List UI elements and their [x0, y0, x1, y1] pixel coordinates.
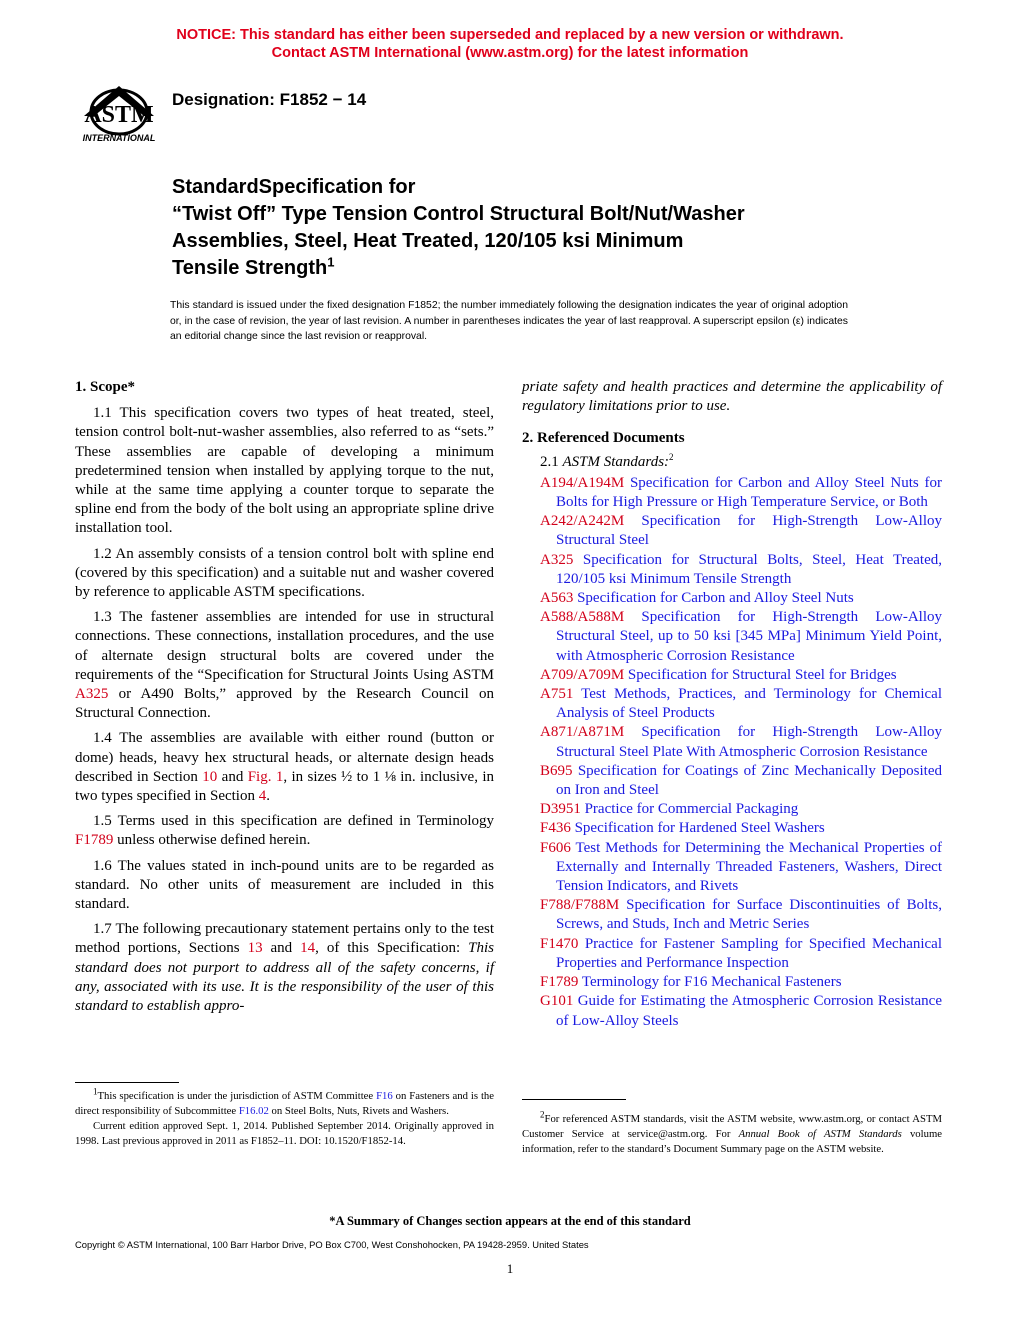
reference-code-link[interactable]: A871/A871M	[540, 724, 625, 741]
reference-item	[522, 762, 942, 800]
reference-title-link[interactable]: Specification for Carbon and Alloy Steel Nuts	[577, 590, 854, 607]
reference-code-link[interactable]: A751	[540, 686, 574, 703]
reference-item	[522, 819, 942, 838]
footnote-1	[75, 1082, 494, 1149]
reference-title-link[interactable]: Specification for Carbon and Alloy Steel Nuts for Bolts for High Pressure or High Temperature Service, or Both	[556, 474, 942, 511]
para-1-5	[75, 812, 494, 850]
para-text: 1.5 Terms used in this specification are defined in Terminology	[93, 813, 494, 830]
reference-code-link[interactable]: A194/A194M	[540, 474, 625, 491]
reference-item	[522, 685, 942, 723]
reference-title-link[interactable]: Practice for Commercial Packaging	[584, 801, 799, 818]
notice-line-1: NOTICE: This standard has either been superseded and replaced by a new version or withdrawn.	[176, 27, 844, 43]
logo-subtext: INTERNATIONAL	[82, 133, 156, 143]
para-text: , of this Specification:	[315, 940, 469, 957]
reference-title-link[interactable]: Practice for Fastener Sampling for Specified Mechanical Properties and Performance Inspection	[556, 935, 942, 971]
title-line-4: Tensile Strength	[172, 257, 328, 279]
reference-title-link[interactable]: Specification for Surface Discontinuities of Bolts, Screws, and Studs, Inch and Metric Series	[556, 897, 942, 933]
referenced-documents-heading: 2. Referenced Documents	[522, 430, 685, 447]
document-title	[172, 174, 872, 282]
reference-code-link[interactable]: F1789	[540, 974, 579, 991]
reference-code-link[interactable]: A709/A709M	[540, 666, 625, 683]
reference-item	[522, 973, 942, 992]
footnote-rule-2	[522, 1099, 626, 1100]
reference-item	[522, 839, 942, 897]
fn-text: on Steel Bolts, Nuts, Rivets and Washers.	[268, 1104, 449, 1117]
para-1-2: 1.2 An assembly consists of a tension control bolt with spline end (covered by this specification) and a suitable nut and washer covered by reference to applicable ASTM specifications.	[75, 545, 494, 601]
link-section-13[interactable]: 13	[247, 940, 263, 957]
reference-list	[522, 474, 942, 1031]
reference-code-link[interactable]: G101	[540, 993, 574, 1010]
title-line-1: StandardSpecification for	[172, 176, 416, 198]
footnote-2	[522, 1109, 943, 1157]
reference-code-link[interactable]: A563	[540, 590, 574, 607]
left-column	[75, 378, 494, 1022]
footnote-mark: 2	[540, 1109, 545, 1120]
link-a325[interactable]: A325	[75, 686, 109, 703]
link-f1789[interactable]: F1789	[75, 832, 114, 849]
reference-item	[522, 723, 942, 761]
reference-title-link[interactable]: Specification for Structural Steel for Bridges	[627, 666, 897, 683]
para-1-7	[75, 920, 494, 1016]
reference-code-link[interactable]: A242/A242M	[540, 513, 625, 530]
para-text: 1.4 The assemblies are available with either round (button or dome) heads, heavy hex structural heads, or alternate design heads described in Section	[75, 730, 494, 785]
reference-title-link[interactable]: Guide for Estimating the Atmospheric Corrosion Resistance of Low-Alloy Steels	[556, 993, 942, 1029]
reference-title-link[interactable]: Specification for High-Strength Low-Alloy Structural Steel Plate With Atmospheric Corrosion Resistance	[556, 724, 942, 760]
para-1-1: 1.1 This specification covers two types of heat treated, steel, tension control bolt-nut-washer assemblies, also referred to as “sets.” These assemblies are capable of developing a minimum predetermined tension when installed by applying torque to the nut, while at the same time applying a counter torque to separate the spline end from the body of the bolt using an appropriate spline drive installation tool.	[75, 405, 494, 537]
link-f16-02[interactable]: F16.02	[238, 1104, 269, 1117]
para-1-6: 1.6 The values stated in inch-pound units are to be regarded as standard. No other units of measurement are included in this standard.	[75, 857, 494, 913]
reference-code-link[interactable]: F788/F788M	[540, 897, 620, 914]
right-column	[522, 378, 942, 1031]
reference-item	[522, 992, 942, 1030]
designation: Designation: F1852 − 14	[172, 90, 367, 109]
title-line-3: Assemblies, Steel, Heat Treated, 120/105 ksi Minimum	[172, 230, 684, 252]
copyright: Copyright © ASTM International, 100 Barr Harbor Drive, PO Box C700, West Conshohocken, PA 19428-2959. United States	[75, 1239, 589, 1250]
para-text: 1.7 The following precautionary statement pertains only to the test method portions, Sections	[75, 921, 494, 957]
title-footnote-mark: 1	[327, 254, 335, 270]
notice-line-2: Contact ASTM International (www.astm.org) for the latest information	[271, 45, 749, 61]
link-f16[interactable]: F16	[376, 1090, 393, 1102]
logo-text: ASTM	[84, 102, 154, 128]
reference-code-link[interactable]: F436	[540, 820, 571, 837]
notice-banner	[0, 26, 1020, 62]
reference-code-link[interactable]: F606	[540, 839, 571, 856]
reference-item	[522, 512, 942, 550]
para-text: 2.1	[540, 453, 563, 470]
link-section-10[interactable]: 10	[202, 768, 218, 785]
reference-title-link[interactable]: Test Methods, Practices, and Terminology for Chemical Analysis of Steel Products	[556, 686, 943, 722]
link-section-14[interactable]: 14	[300, 940, 316, 957]
reference-title-link[interactable]: Specification for High-Strength Low-Alloy Structural Steel	[556, 513, 942, 549]
para-text: and	[262, 940, 301, 957]
fn-text: This specification is under the jurisdiction of ASTM Committee	[97, 1090, 377, 1102]
para-1-3	[75, 608, 494, 723]
reference-code-link[interactable]: F1470	[540, 935, 579, 952]
para-text: unless otherwise defined herein.	[113, 832, 311, 849]
scope-heading: 1. Scope*	[75, 379, 135, 395]
reference-title-link[interactable]: Terminology for F16 Mechanical Fasteners	[581, 974, 842, 991]
para-2-1	[522, 453, 942, 472]
fn-text: Annual Book of ASTM Standards	[738, 1127, 902, 1140]
footnote-2-text	[522, 1109, 943, 1157]
page-number: 1	[506, 1261, 514, 1276]
para-text: or A490 Bolts,” approved by the Research Council on Structural Connection.	[75, 686, 494, 722]
summary-notice: *A Summary of Changes section appears at the end of this standard	[329, 1214, 691, 1228]
reference-title-link[interactable]: Specification for High-Strength Low-Alloy Structural Steel, up to 50 ksi [345 MPa] Minimum Yield Point, with Atmospheric Corrosion Resistance	[556, 609, 942, 664]
title-line-2: “Twist Off” Type Tension Control Structural Bolt/Nut/Washer	[172, 203, 745, 225]
reference-item	[522, 800, 942, 819]
reference-item	[522, 474, 942, 512]
astm-standards-label: ASTM Standards:	[562, 453, 670, 470]
reference-title-link[interactable]: Specification for Coatings of Zinc Mechanically Deposited on Iron and Steel	[556, 762, 942, 799]
link-section-4[interactable]: 4	[258, 788, 267, 805]
preamble: This standard is issued under the fixed designation F1852; the number immediately following the designation indicates the year of original adoption or, in the case of revision, the year of last revision. A number in parentheses indicates the year of last reapproval. A superscript epsilon (ε) indicates an editorial change since the last revision or reapproval.	[170, 300, 848, 342]
footnote-1-edition: Current edition approved Sept. 1, 2014. Published September 2014. Originally approved in 1998. Last previous approved in 2011 as F1852–11. DOI: 10.1520/F1852-14.	[75, 1119, 494, 1147]
reference-item	[522, 551, 942, 589]
reference-code-link[interactable]: D3951	[540, 801, 581, 818]
fn-text: For referenced ASTM standards, visit the ASTM website, www.astm.org, or contact ASTM Customer Service at service@astm.org. For	[522, 1113, 942, 1140]
reference-title-link[interactable]: Specification for Hardened Steel Washers	[574, 820, 825, 837]
para-text: , in sizes ½ to 1 ⅛ in. inclusive, in two types specified in Section	[75, 768, 494, 805]
para-text: .	[266, 788, 270, 805]
reference-item	[522, 608, 942, 666]
reference-title-link[interactable]: Specification for Structural Bolts, Steel, Heat Treated, 120/105 ksi Minimum Tensile Strength	[556, 551, 943, 587]
fn-text: volume information, refer to the standard’s Document Summary page on the ASTM website.	[522, 1127, 943, 1155]
reference-title-link[interactable]: Test Methods for Determining the Mechanical Properties of Externally and Internally Threaded Fasteners, Washers, Direct Tension Indicators, and Rivets	[556, 839, 942, 895]
reference-code-link[interactable]: A325	[540, 551, 574, 568]
para-text: and	[217, 768, 248, 785]
reference-item	[522, 589, 942, 608]
astm-logo	[76, 78, 162, 144]
safety-statement-cont: priate safety and health practices and determine the applicability of regulatory limitations prior to use.	[522, 379, 942, 415]
reference-item	[522, 935, 942, 973]
footnote-mark: 1	[93, 1086, 98, 1097]
reference-code-link[interactable]: B695	[540, 762, 573, 779]
reference-item	[522, 666, 942, 685]
fn-text: on Fasteners and is the direct responsibility of Subcommittee	[75, 1090, 495, 1117]
safety-statement: This standard does not purport to address all of the safety concerns, if any, associated with its use. It is the responsibility of the user of this standard to establish appro-	[75, 940, 494, 1015]
reference-code-link[interactable]: A588/A588M	[540, 609, 625, 626]
footnote-rule	[75, 1082, 179, 1083]
footnote-1-text	[75, 1086, 495, 1119]
para-1-4	[75, 729, 494, 806]
para-text: 1.3 The fastener assemblies are intended for use in structural connections. These connections, installation procedures, and the use of alternate design structural bolts are covered under the requirements of the “Specification for Structural Joints Using ASTM	[75, 609, 494, 683]
link-fig-1[interactable]: Fig. 1	[247, 768, 284, 785]
reference-item	[522, 896, 942, 934]
footnote-mark: 2	[669, 451, 674, 462]
